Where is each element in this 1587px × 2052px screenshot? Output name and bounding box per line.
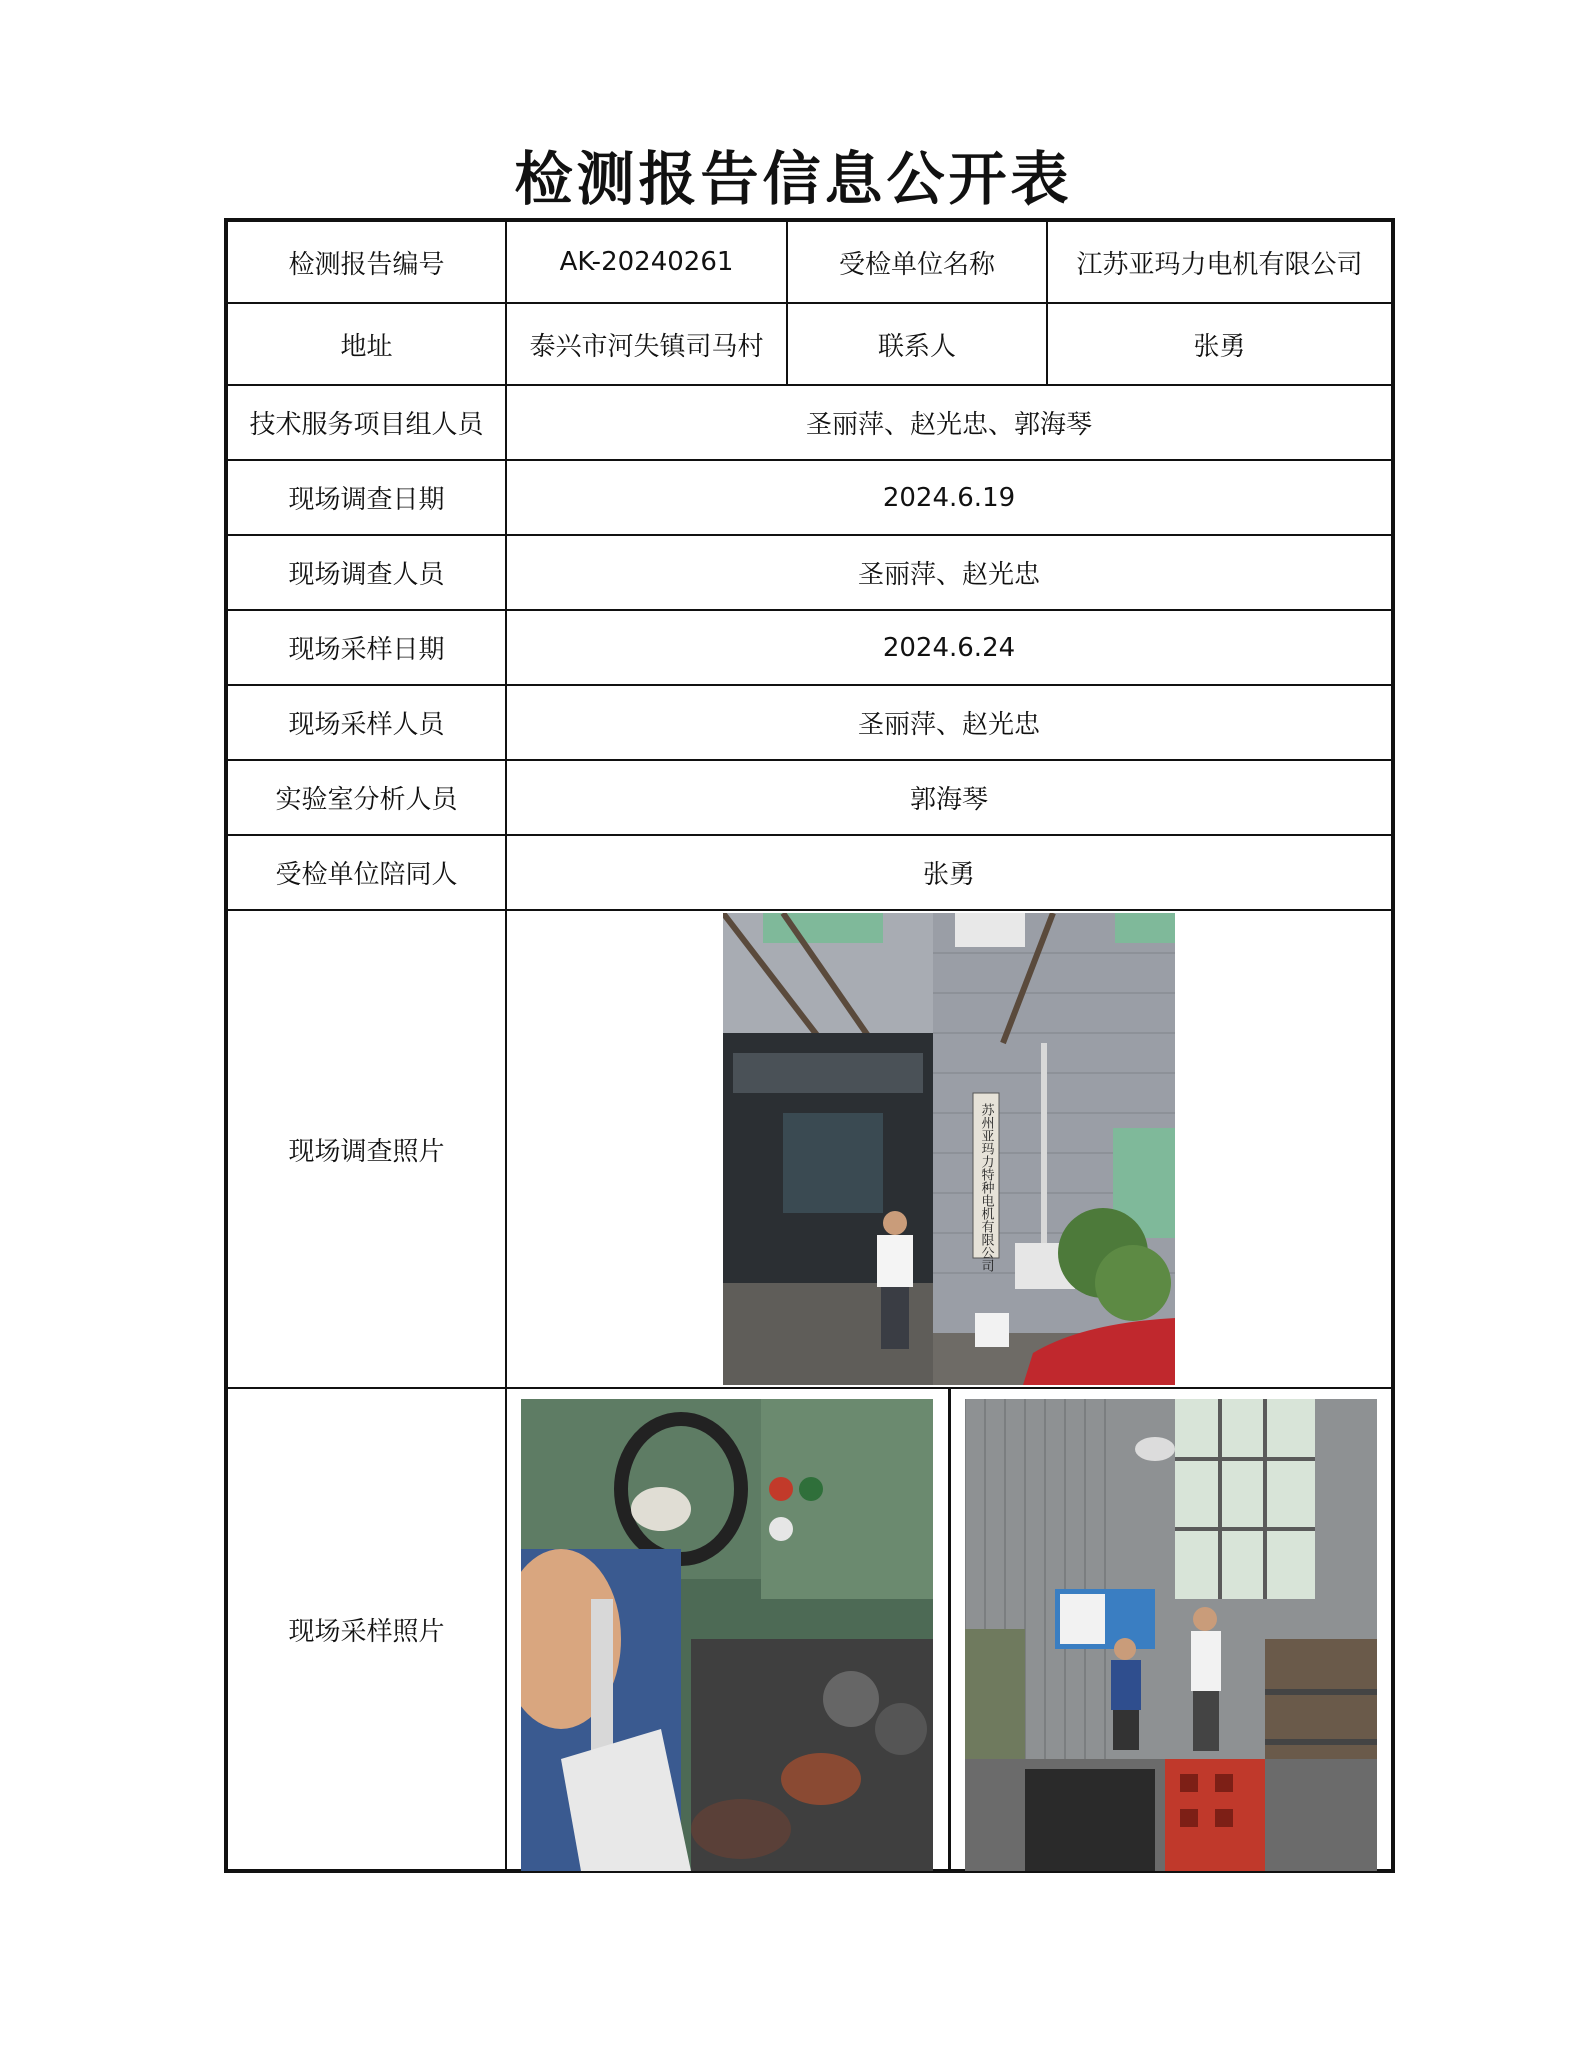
sample-photo-workshop	[965, 1399, 1377, 1871]
report-no-label: 检测报告编号	[226, 220, 506, 303]
row-value: 张勇	[506, 835, 1393, 910]
row-value: 圣丽萍、赵光忠	[506, 535, 1393, 610]
table-row	[226, 760, 1393, 835]
survey-photo	[723, 913, 1175, 1385]
table-row	[226, 385, 1393, 460]
row-value: 郭海琴	[506, 760, 1393, 835]
table-row	[226, 460, 1393, 535]
page-title: 检测报告信息公开表	[514, 145, 1073, 213]
contact-value: 张勇	[1047, 303, 1393, 385]
sample-photo-label: 现场采样照片	[226, 1388, 506, 1871]
unit-name-value: 江苏亚玛力电机有限公司	[1047, 220, 1393, 303]
row-label: 技术服务项目组人员	[226, 385, 506, 460]
survey-photo-label: 现场调查照片	[226, 910, 506, 1388]
report-no-value: AK-20240261	[506, 220, 787, 303]
row-value: 圣丽萍、赵光忠、郭海琴	[506, 385, 1393, 460]
row-label: 现场采样人员	[226, 685, 506, 760]
address-label: 地址	[226, 303, 506, 385]
table-row	[226, 910, 1393, 1388]
info-table	[224, 218, 1395, 1873]
row-value: 2024.6.19	[506, 460, 1393, 535]
table-row	[226, 535, 1393, 610]
contact-label: 联系人	[787, 303, 1047, 385]
row-label: 受检单位陪同人	[226, 835, 506, 910]
company-sign-text: 苏州亚玛力特种电机有限公司	[978, 1103, 994, 1272]
row-label: 现场调查日期	[226, 460, 506, 535]
address-value: 泰兴市河失镇司马村	[506, 303, 787, 385]
unit-name-label: 受检单位名称	[787, 220, 1047, 303]
sample-photo-machine	[521, 1399, 933, 1871]
row-label: 实验室分析人员	[226, 760, 506, 835]
table-row	[226, 220, 1393, 303]
table-row	[226, 835, 1393, 910]
row-label: 现场调查人员	[226, 535, 506, 610]
table-row	[226, 610, 1393, 685]
row-value: 2024.6.24	[506, 610, 1393, 685]
row-label: 现场采样日期	[226, 610, 506, 685]
row-value: 圣丽萍、赵光忠	[506, 685, 1393, 760]
table-row	[226, 1388, 1393, 1871]
table-row	[226, 303, 1393, 385]
table-row	[226, 685, 1393, 760]
